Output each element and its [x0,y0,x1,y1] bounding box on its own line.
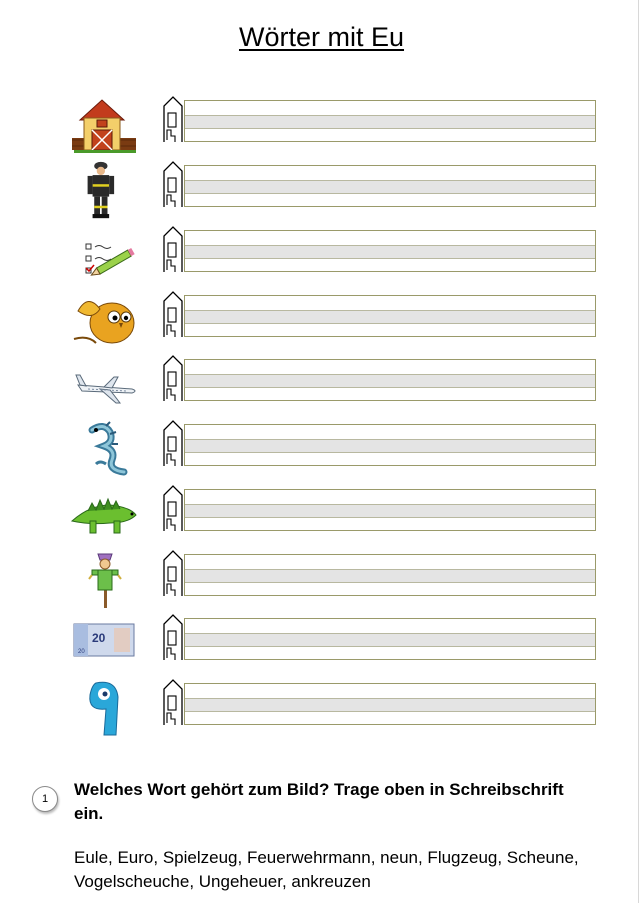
barn-icon [70,96,140,154]
writing-lines[interactable] [184,554,596,596]
stairs-house-icon [162,679,186,727]
writing-row [0,679,643,737]
page-title: Wörter mit Eu [238,22,405,52]
writing-lines[interactable] [184,683,596,725]
sea-monster-icon [70,420,140,478]
writing-row [0,614,643,672]
writing-lines[interactable] [184,100,596,142]
stairs-house-icon [162,355,186,403]
task-number-badge: 1 [32,786,58,812]
stairs-house-icon [162,291,186,339]
stegosaurus-icon [70,485,140,543]
svg-text:20: 20 [78,649,85,655]
writing-row [0,161,643,219]
writing-row [0,355,643,413]
task-instruction: Welches Wort gehört zum Bild? Trage oben in Schreibschrift ein. [74,780,564,823]
writing-row [0,485,643,543]
stairs-house-icon [162,420,186,468]
svg-text:20: 20 [92,631,106,645]
airplane-icon [70,355,140,413]
stairs-house-icon [162,161,186,209]
writing-lines[interactable] [184,359,596,401]
scarecrow-icon [70,550,140,608]
checklist-pencil-icon [70,226,140,284]
euro-banknote-icon [70,614,140,672]
owl-icon [70,291,140,349]
word-list: Eule, Euro, Spielzeug, Feuerwehrmann, neun, Flugzeug, Scheune, Vogelscheuche, Ungeheuer, ankreuzen [74,848,579,891]
writing-row [0,550,643,608]
writing-lines[interactable] [184,165,596,207]
firefighter-icon [70,161,140,219]
writing-row [0,226,643,284]
writing-lines[interactable] [184,618,596,660]
stairs-house-icon [162,614,186,662]
writing-lines[interactable] [184,295,596,337]
stairs-house-icon [162,550,186,598]
writing-lines[interactable] [184,230,596,272]
writing-lines[interactable] [184,489,596,531]
writing-row [0,291,643,349]
stairs-house-icon [162,485,186,533]
stairs-house-icon [162,96,186,144]
writing-lines[interactable] [184,424,596,466]
writing-row [0,96,643,154]
number-nine-icon [70,679,140,737]
writing-row [0,420,643,478]
stairs-house-icon [162,226,186,274]
